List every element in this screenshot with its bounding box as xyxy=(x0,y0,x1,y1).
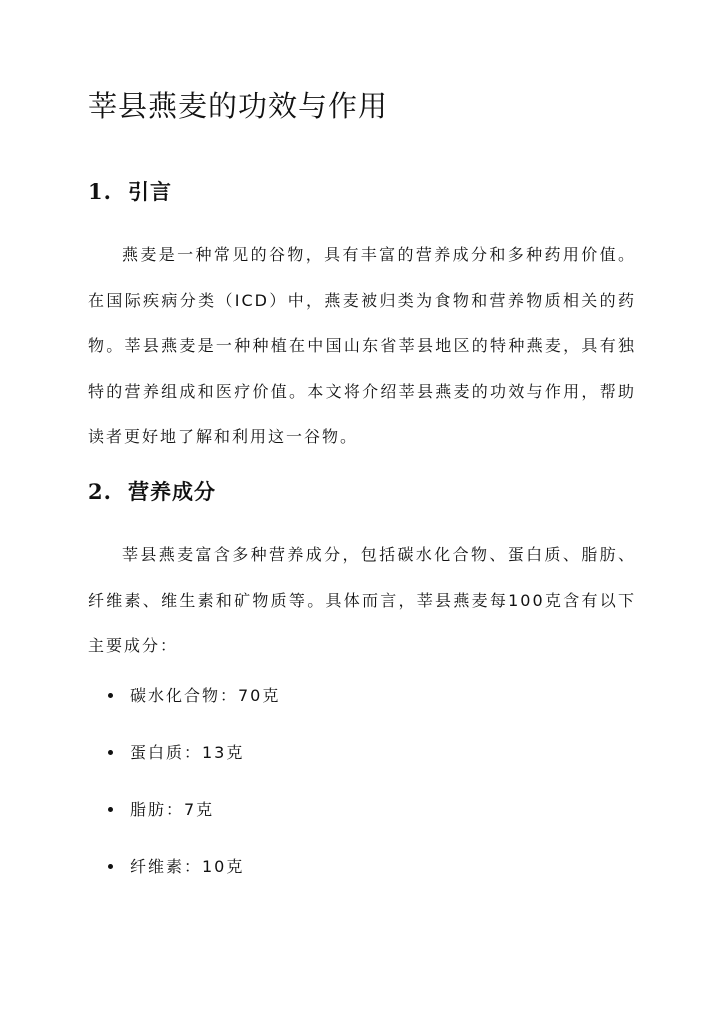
section-title: 营养成分 xyxy=(128,479,216,504)
list-item-text: 脂肪：7克 xyxy=(130,800,215,819)
section-heading-nutrition xyxy=(88,476,216,506)
section-heading-introduction xyxy=(88,176,172,206)
document-title: 莘县燕麦的功效与作用 xyxy=(88,89,389,123)
bullet-icon xyxy=(108,864,113,869)
list-item xyxy=(88,729,280,786)
section-number: 1. xyxy=(88,179,112,204)
section-number: 2. xyxy=(88,479,112,504)
list-item xyxy=(88,672,280,729)
list-item xyxy=(88,843,280,900)
list-item-text: 碳水化合物：70克 xyxy=(130,686,281,705)
list-item-text: 蛋白质：13克 xyxy=(130,743,245,762)
bullet-icon xyxy=(108,807,113,812)
bullet-icon xyxy=(108,750,113,755)
introduction-paragraph: 燕麦是一种常见的谷物，具有丰富的营养成分和多种药用价值。在国际疾病分类（ICD）中，燕麦被归类为食物和营养物质相关的药物。莘县燕麦是一种种植在中国山东省莘县地区的特种燕麦，具有独特的营养组成和医疗价值。本文将介绍莘县燕麦的功效与作用，帮助读者更好地了解和利用这一谷物。 xyxy=(88,245,636,446)
list-item-text: 纤维素：10克 xyxy=(130,857,245,876)
section-title: 引言 xyxy=(128,179,172,204)
nutrition-paragraph: 莘县燕麦富含多种营养成分，包括碳水化合物、蛋白质、脂肪、纤维素、维生素和矿物质等。具体而言，莘县燕麦每100克含有以下主要成分： xyxy=(88,545,636,655)
bullet-icon xyxy=(108,693,113,698)
nutrition-list xyxy=(88,672,280,900)
list-item xyxy=(88,786,280,843)
